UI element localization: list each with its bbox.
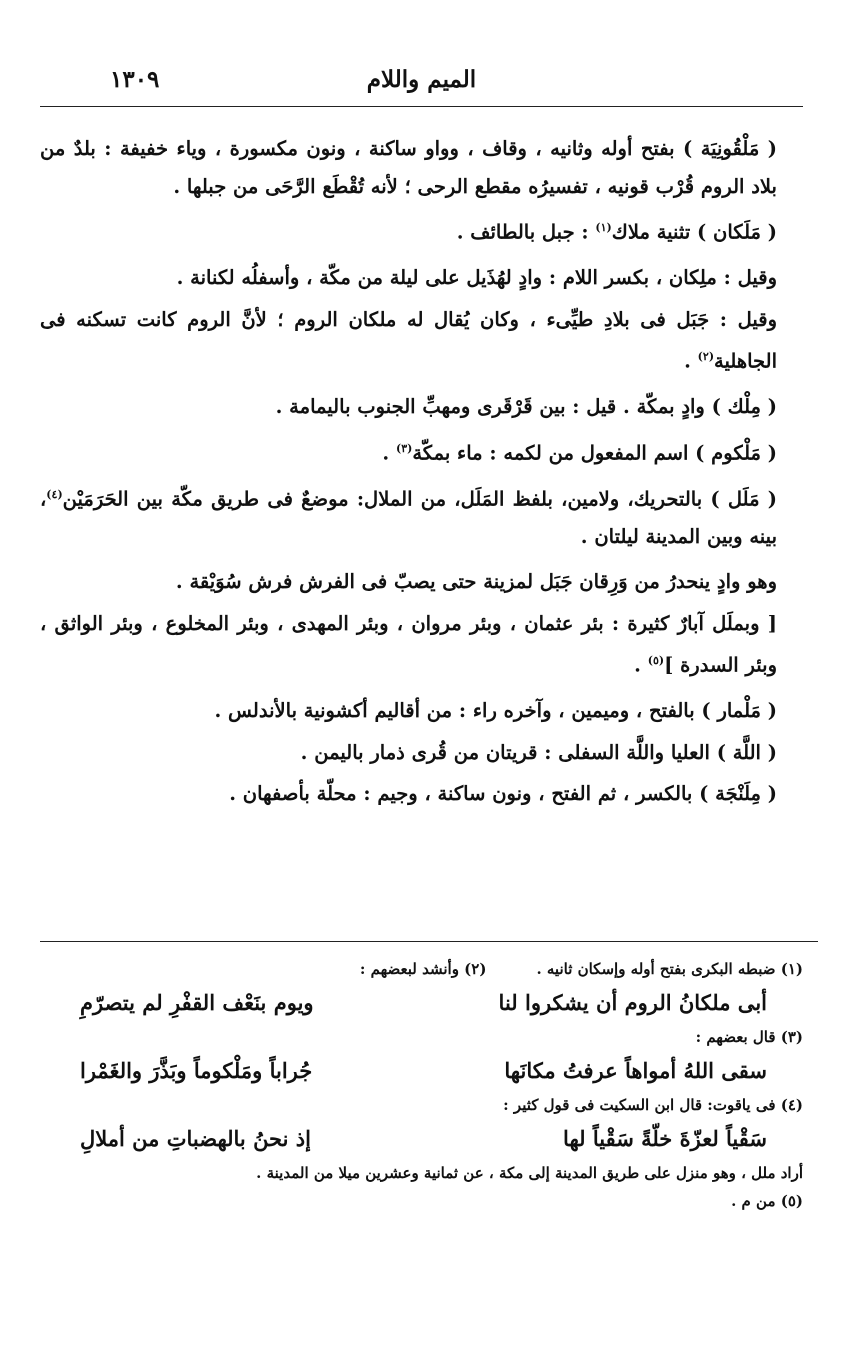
entry-malal: ( مَلَل ) بالتحريك، ولامين، بلفظ المَلَل، من الملال: موضعٌ فى طريق مكّة بين الحَرَمَيْن$^{(٤)}$، بينه وبين المدينة ليلتان . (40, 487, 777, 548)
verse-3-second-hemistich: إذ نحنُ بالهضباتِ من أملالِ (80, 1126, 311, 1151)
entry-milk: ( مِلْك ) وادٍ بمكّة . قيل : بين قَرْقَرى ومهبِّ الجنوب باليمامة . (275, 395, 777, 418)
verse-2 (40, 1051, 803, 1091)
running-title: الميم واللام (366, 66, 477, 93)
footnote-5: (٥) من م . (731, 1192, 803, 1210)
footnote-row-1-2 (40, 955, 803, 983)
footnote-divider (40, 941, 818, 942)
footnote-4-continued: أراد ملل ، وهو منزل على طريق المدينة إلى مكة ، عن ثمانية وعشرين ميلا من المدينة . (256, 1164, 803, 1182)
footnote-ref-5: (٥) (647, 654, 665, 667)
verse-2-second-hemistich: جُراباً ومَلْكوماً وبَذَّرَ والغَمْرا (80, 1058, 313, 1083)
entry-milanja: ( مِلَنْجَة ) بالكسر ، ثم الفتح ، ونون ساكنة ، وجيم : محلّة بأصفهان . (229, 782, 777, 805)
footnotes (40, 955, 803, 1215)
footnote-ref-2: (٢) (697, 350, 715, 363)
entry-milkan: وقيل : ملِكان ، بكسر اللام : وادٍ لهُذَيل على ليلة من مكّة ، وأسفلُه لكنانة . (176, 266, 777, 289)
entry-alla: ( اللَّة ) العليا واللَّة السفلى : قريتان من قُرى ذمار باليمن . (300, 740, 777, 764)
entry-malqunia: ( مَلْقُونِيَة ) بفتح أوله وثانيه ، وقاف ، وواو ساكنة ، ونون مكسورة ، وياء خفيفة : بلدٌ من بلاد الروم قُرْب قونيه ، تفسيرُه مقطع الرحى ؛ لأنه تُقْطَع الرَّحَى من جبلها . (40, 137, 777, 198)
footnote-2: (٢) وأنشد لبعضهم : (359, 960, 487, 978)
entry-malakan-rum: وقيل : جَبَل فى بلادِ طيِّىء ، وكان يُقال له ملكان الروم ؛ لأنَّ الروم كانت تسكنه فى الجاهلية$^{(٢)}$ . (40, 307, 777, 373)
footnote-ref-4: (٤) (46, 487, 63, 501)
page-number: ١٣٠٩ (110, 66, 160, 93)
page-header (40, 62, 803, 107)
verse-1-second-hemistich: ويوم بنَعْف القفْرِ لم يتصرّمِ (80, 990, 314, 1015)
main-text (40, 130, 803, 817)
footnote-1: (١) ضبطه البكرى بفتح أوله وإسكان ثانيه . (536, 960, 803, 978)
verse-3 (40, 1119, 803, 1159)
footnote-ref-1: (١) (595, 221, 612, 234)
entry-malmar: ( مَلْمار ) بالفتح ، وميمين ، وآخره راء : من أقاليم أكشونية بالأندلس . (214, 699, 777, 722)
footnote-ref-3: (٣) (395, 441, 413, 455)
entry-malal-wells: [ وبملَل آبارٌ كثيرة : بئر عثمان ، وبئر مروان ، وبئر المهدى ، وبئر المخلوع ، وبئر الواثق ، وبئر السدرة ]$^{(٥)}$ . (40, 611, 777, 677)
entry-malakan: ( مَلَكان ) تثنية ملاك$^{(١)}$ : جبل بالطائف . (456, 220, 777, 244)
verse-3-first-hemistich: سَقْياً لعزّةَ خلّةً سَقْياً لها (563, 1126, 767, 1151)
verse-1 (40, 983, 803, 1023)
footnote-4: (٤) فى ياقوت: قال ابن السكيت فى قول كثير : (503, 1096, 803, 1114)
entry-malal-wadi: وهو وادٍ ينحدرُ من وَرِقان جَبَل لمزينة حتى يصبّ فى الفرش فرش سُوَيْقة . (175, 570, 777, 593)
verse-2-first-hemistich: سقى اللهُ أمواهاً عرفتُ مكانَها (504, 1058, 767, 1083)
entry-malkum: ( مَلْكوم ) اسم المفعول من لكمه : ماء بمكّة$^{(٣)}$ . (382, 441, 777, 464)
verse-1-first-hemistich: أبى ملكانُ الروم أن يشكروا لنا (498, 990, 767, 1015)
footnote-3: (٣) قال بعضهم : (695, 1028, 803, 1046)
